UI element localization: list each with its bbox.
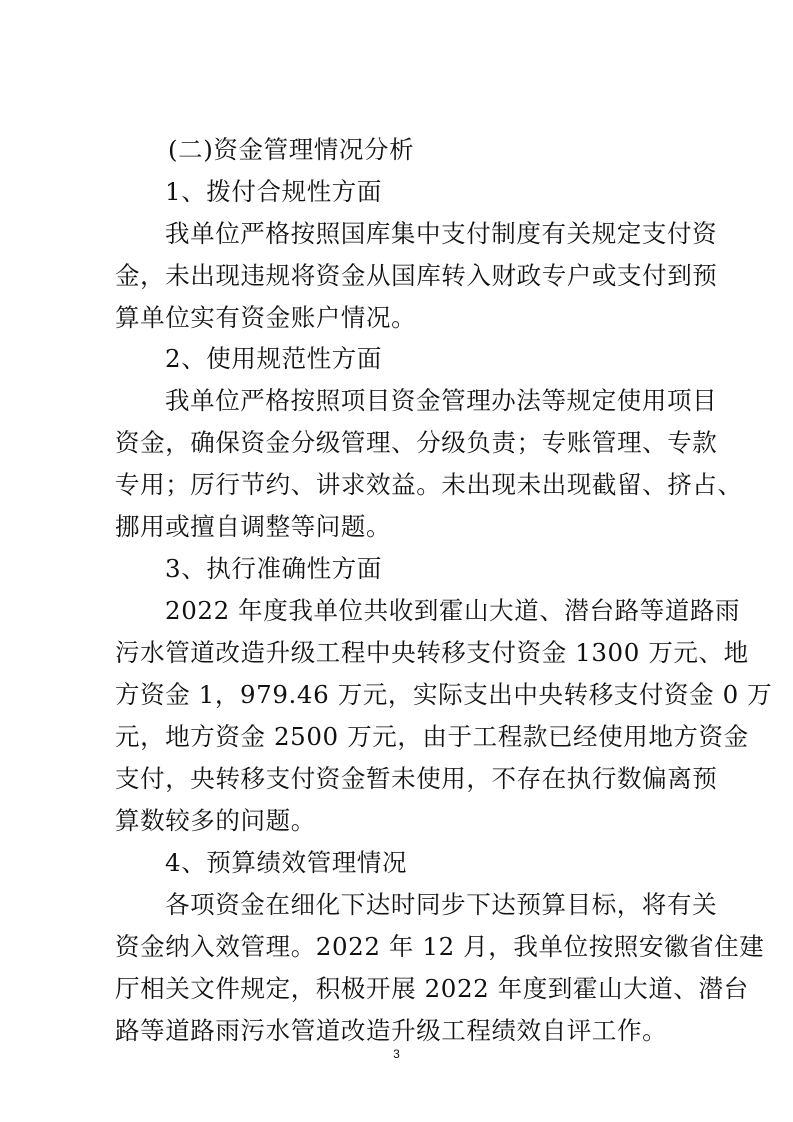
paragraph-line: 金，未出现违规将资金从国库转入财政专户或支付到预 — [115, 261, 718, 290]
section-title: (二)资金管理情况分析 — [168, 135, 415, 164]
paragraph-line: 算数较多的问题。 — [115, 806, 316, 835]
paragraph-line: 污水管道改造升级工程中央转移支付资金 1300 万元、地 — [115, 638, 749, 667]
section-4-heading: 4、预算绩效管理情况 — [165, 848, 408, 877]
paragraph-line: 2022 年度我单位共收到霍山大道、潜台路等道路雨 — [165, 596, 741, 625]
paragraph-line: 我单位严格按照项目资金管理办法等规定使用项目 — [165, 386, 718, 415]
paragraph-line: 算单位实有资金账户情况。 — [115, 303, 417, 332]
paragraph-line: 厅相关文件规定，积极开展 2022 年度到霍山大道、潜台 — [115, 974, 749, 1003]
paragraph-line: 专用；厉行节约、讲求效益。未出现未出现截留、挤占、 — [115, 470, 743, 499]
paragraph-line: 路等道路雨污水管道改造升级工程绩效自评工作。 — [115, 1016, 668, 1045]
section-2-heading: 2、使用规范性方面 — [165, 344, 382, 373]
section-1-heading: 1、拨付合规性方面 — [165, 177, 382, 206]
paragraph-line: 各项资金在细化下达时同步下达预算目标，将有关 — [165, 890, 718, 919]
paragraph-line: 我单位严格按照国库集中支付制度有关规定支付资 — [165, 219, 718, 248]
page-number: 3 — [393, 1047, 400, 1061]
paragraph-line: 挪用或擅自调整等问题。 — [115, 512, 392, 541]
section-3-heading: 3、执行准确性方面 — [165, 554, 382, 583]
paragraph-line: 支付，央转移支付资金暂未使用，不存在执行数偏离预 — [115, 764, 718, 793]
paragraph-line: 方资金 1，979.46 万元，实际支出中央转移支付资金 0 万 — [115, 680, 773, 709]
paragraph-line: 资金，确保资金分级管理、分级负责；专账管理、专款 — [115, 428, 718, 457]
paragraph-line: 元，地方资金 2500 万元，由于工程款已经使用地方资金 — [115, 722, 749, 751]
paragraph-line: 资金纳入效管理。2022 年 12 月，我单位按照安徽省住建 — [115, 932, 765, 961]
